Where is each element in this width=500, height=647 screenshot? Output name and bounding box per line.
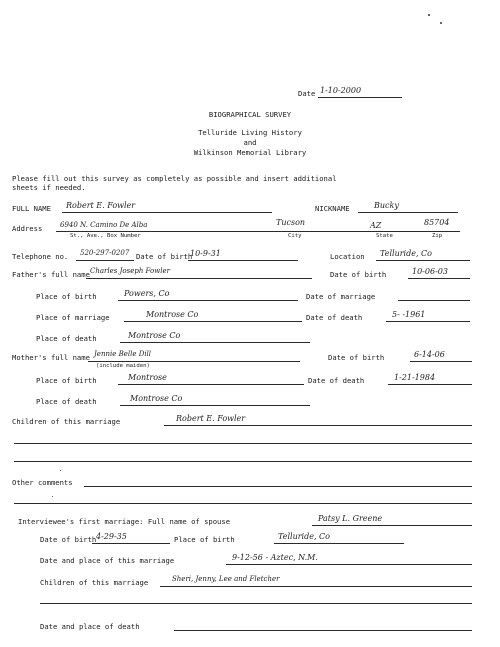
death-dp-line [174, 630, 472, 631]
full-name-value: Robert E. Fowler [66, 201, 136, 210]
mother-line [88, 361, 300, 362]
mother-pod-value: Montrose Co [130, 394, 183, 403]
subtitle-line-1: Telluride Living History [198, 128, 302, 137]
spouse-dob-line [92, 543, 170, 544]
mother-dob-value: 6-14-06 [414, 350, 445, 359]
father-dob-line [408, 278, 470, 279]
nickname-label: NICKNAME [315, 204, 350, 213]
subtitle-line-3: Wilkinson Memorial Library [193, 148, 307, 157]
address-label: Address [12, 224, 43, 233]
nickname-value: Bucky [374, 201, 399, 210]
marriage-dp-line [226, 564, 472, 565]
subtitle-line-2: and [243, 138, 257, 147]
mother-pod-line [120, 405, 310, 406]
other-comments-line-1 [84, 486, 472, 487]
father-dod-line [386, 321, 470, 322]
father-dob-label: Date of birth [330, 270, 387, 279]
mother-pob-value: Montrose [128, 373, 167, 382]
location-line [376, 260, 470, 261]
telephone-label: Telephone no. [12, 252, 69, 261]
address-zip: 85704 [424, 218, 450, 227]
date-label: Date [298, 89, 316, 98]
telephone-value: 520-297-0207 [80, 249, 130, 257]
mother-note: (include maiden) [96, 363, 150, 369]
father-label: Father's full name [12, 270, 90, 279]
instructions-line-2: sheets if needed. [12, 183, 86, 192]
address-street: 6940 N. Camino De Alba [60, 221, 148, 229]
death-dp-label: Date and place of death [40, 622, 140, 631]
marriage-dp-label: Date and place of this marriage [40, 556, 175, 565]
date-line [318, 97, 402, 98]
father-dom-label: Date of marriage [306, 292, 376, 301]
mother-pob-line [118, 384, 304, 385]
spouse-pob-label: Place of birth [174, 535, 235, 544]
mother-label: Mother's full name [12, 353, 90, 362]
other-comments-label: Other comments [12, 478, 73, 487]
mother-pob-label: Place of birth [36, 376, 97, 385]
dob-line [188, 260, 298, 261]
mother-dob-line [410, 361, 472, 362]
telephone-line [76, 260, 134, 261]
scan-speck [60, 470, 61, 471]
father-pod-value: Montrose Co [128, 331, 181, 340]
spouse-line [312, 525, 472, 526]
children2-line-2 [40, 603, 472, 604]
spouse-dob-label: Date of birth [40, 535, 97, 544]
full-name-label: FULL NAME [12, 204, 51, 213]
mother-pod-label: Place of death [36, 397, 97, 406]
children-line-1 [164, 425, 472, 426]
address-sub-street: St., Ave., Box Number [70, 233, 141, 239]
address-state: AZ [370, 221, 382, 230]
father-pom-label: Place of marriage [36, 313, 110, 322]
father-pob-value: Powers, Co [124, 289, 170, 298]
full-name-line [62, 212, 272, 213]
instructions-line-1: Please fill out this survey as completely as possible and insert additional [12, 174, 337, 183]
nickname-line [358, 212, 458, 213]
spouse-pob-value: Telluride, Co [278, 532, 330, 541]
children-value: Robert E. Fowler [176, 414, 246, 423]
dob-label: Date of birth [136, 252, 193, 261]
children2-line-1 [160, 586, 472, 587]
mother-value: Jennie Belle Dill [94, 350, 152, 358]
address-line [56, 231, 460, 232]
children2-label: Children of this marriage [40, 578, 149, 587]
father-value: Charles Joseph Fowler [90, 267, 170, 275]
dob-value: 10-9-31 [190, 249, 221, 258]
father-pob-line [118, 300, 298, 301]
father-pod-label: Place of death [36, 334, 97, 343]
first-marriage-label: Interviewee's first marriage: Full name of spouse [18, 517, 231, 526]
location-label: Location [330, 252, 365, 261]
children-label: Children of this marriage [12, 417, 121, 426]
father-line [86, 278, 312, 279]
location-value: Telluride, Co [380, 249, 432, 258]
children-line-2 [14, 443, 472, 444]
mother-dod-line [388, 384, 472, 385]
father-pom-line [124, 321, 302, 322]
address-sub-state: State [376, 233, 393, 239]
father-dod-label: Date of death [306, 313, 363, 322]
scan-speck [428, 14, 430, 16]
spouse-value: Patsy L. Greene [318, 514, 383, 523]
spouse-dob-value: 4-29-35 [96, 532, 127, 541]
address-sub-city: City [288, 233, 302, 239]
mother-dod-value: 1-21-1984 [394, 373, 436, 382]
address-city: Tucson [276, 218, 306, 227]
date-value: 1-10-2000 [320, 86, 362, 95]
father-dom-line [398, 300, 470, 301]
other-comments-line-2 [14, 503, 472, 504]
children-line-3 [14, 461, 472, 462]
father-pod-line [120, 342, 310, 343]
scan-speck [440, 22, 442, 24]
spouse-pob-line [274, 543, 404, 544]
mother-dod-label: Date of death [308, 376, 365, 385]
father-pom-value: Montrose Co [146, 310, 199, 319]
children2-value: Sheri, Jenny, Lee and Fletcher [172, 575, 280, 583]
form-title: BIOGRAPHICAL SURVEY [208, 110, 292, 119]
mother-dob-label: Date of birth [328, 353, 385, 362]
address-sub-zip: Zip [432, 233, 443, 239]
marriage-dp-value: 9-12-56 - Aztec, N.M. [232, 553, 318, 562]
father-dod-value: 5- -1961 [392, 310, 426, 319]
scan-speck [52, 496, 53, 497]
father-dob-value: 10-06-03 [412, 267, 448, 276]
father-pob-label: Place of birth [36, 292, 97, 301]
